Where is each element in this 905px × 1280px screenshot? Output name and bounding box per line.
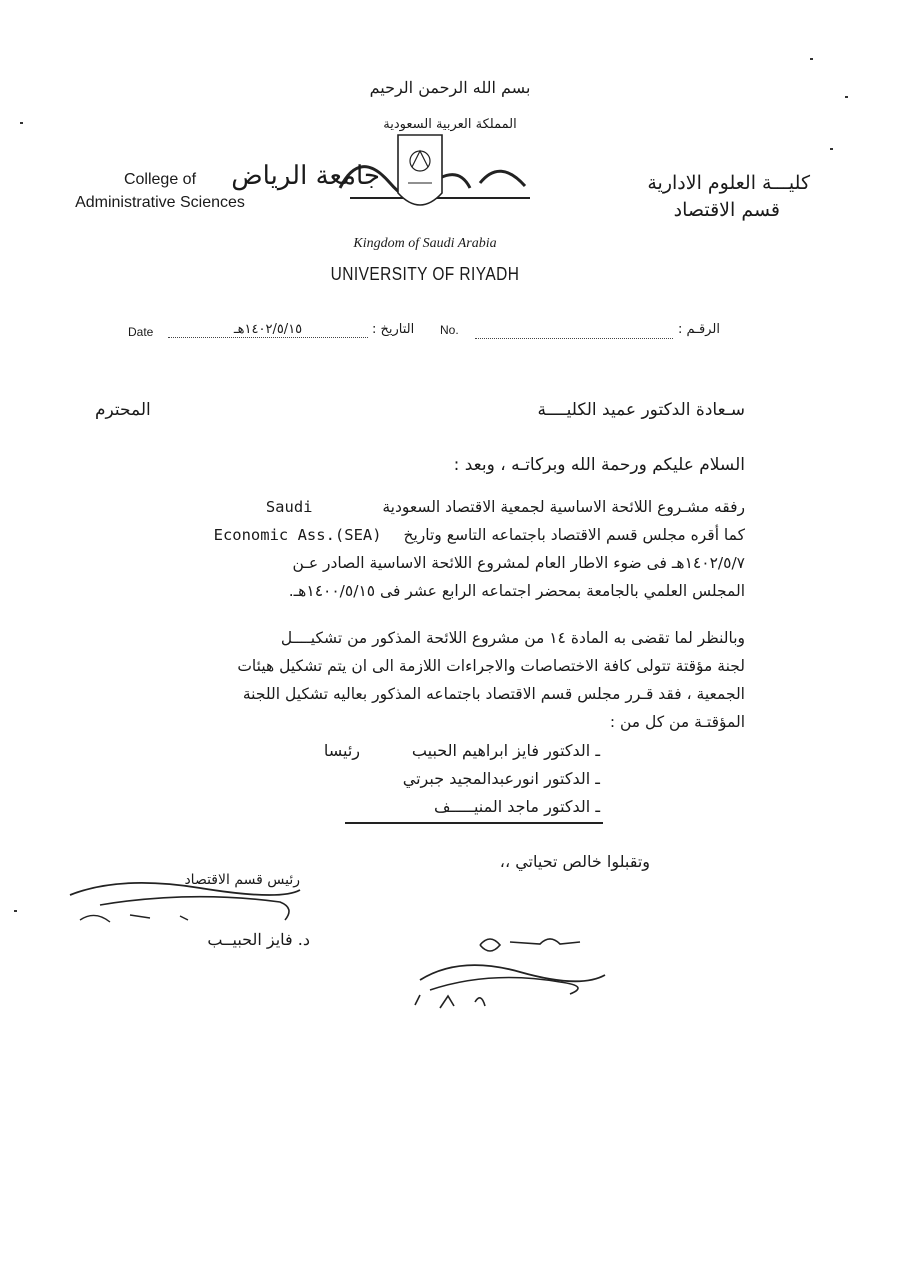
p1-saudi: Saudi (265, 498, 313, 516)
signature-left-title: رئيس قسم الاقتصاد (184, 872, 300, 888)
college-name-arabic (600, 170, 810, 224)
member-role: رئيسا (323, 741, 360, 760)
addressee: سـعادة الدكتور عميد الكليــــة (537, 400, 745, 420)
university-seal-icon (398, 135, 442, 205)
college-ar-line1: كليـــة العلوم الادارية (647, 172, 810, 194)
kingdom-arabic: المملكة العربية السعودية (383, 117, 517, 132)
college-en-line1: College of (123, 171, 197, 188)
p1-line1-text: رفقه مشـروع اللائحة الاساسية لجمعية الاقتصاد السعودية (382, 498, 745, 516)
committee-member (250, 765, 600, 793)
committee-member (250, 793, 600, 821)
paragraph-2-line3: الجمعية ، فقد قـرر مجلس قسم الاقتصاد باجتماعه المذكور بعاليه تشكيل اللجنة (242, 685, 745, 703)
paragraph-1-line3: ١٤٠٢/٥/٧هـ فى ضوء الاطار العام لمشروع اللائحة الاساسية الصادر عـن (292, 554, 745, 572)
kingdom-english: Kingdom of Saudi Arabia (353, 236, 497, 251)
committee-underline (345, 822, 603, 824)
date-value: ١٤٠٢/٥/١٥هـ (168, 322, 368, 338)
member-role (280, 765, 360, 793)
p1-line2-text: كما أقره مجلس قسم الاقتصاد باجتماعه التاسع وتاريخ (403, 526, 745, 544)
date-label-arabic: التاريخ : (372, 322, 415, 337)
greeting: السلام عليكم ورحمة الله وبركاتـه ، وبعد : (453, 455, 745, 475)
university-arabic-wordmark: جامعة الرياض (231, 161, 380, 191)
scan-speck (810, 58, 813, 60)
member-name: ـ الدكتور ماجد المنيـــــف (433, 797, 600, 816)
paragraph-1 (90, 493, 745, 605)
closing: وتقبلوا خالص تحياتي ،، (499, 852, 650, 871)
signature-left-name: د. فايز الحبيــب (207, 930, 310, 949)
number-field-line (475, 338, 673, 339)
basmala: بسم الله الرحمن الرحيم (369, 78, 531, 97)
reference-label-arabic: الرقـم : (678, 322, 720, 337)
committee-member (250, 737, 600, 765)
scan-speck (14, 910, 17, 912)
scan-speck (20, 122, 23, 124)
member-name: ـ الدكتور انورعبدالمجيد جبرتي (402, 769, 600, 788)
paragraph-1-line1 (90, 493, 745, 521)
date-label: Date (128, 325, 154, 339)
scan-speck (845, 96, 848, 98)
scan-speck (830, 148, 833, 150)
paragraph-2-line2: لجنة مؤقتة تتولى كافة الاختصاصات والاجراءات اللازمة الى ان يتم تشكيل هيئات (237, 657, 745, 675)
honorific: المحترم (95, 400, 151, 420)
college-en-line2: Administrative Sciences (75, 194, 245, 211)
committee-list (250, 737, 600, 821)
paragraph-2 (90, 624, 745, 736)
member-role (280, 793, 360, 821)
university-logo (231, 128, 550, 238)
p1-sea: Economic Ass.(SEA) (213, 526, 382, 544)
signature-right (400, 920, 620, 1020)
paragraph-2-line4: المؤقتـة من كل من : (609, 713, 745, 731)
member-name: ـ الدكتور فايز ابراهيم الحبيب (411, 741, 600, 760)
university-english: UNIVERSITY OF RIYADH (330, 264, 520, 284)
paragraph-1-line4: المجلس العلمي بالجامعة بمحضر اجتماعه الرابع عشر فى ١٤٠٠/٥/١٥هـ. (288, 582, 745, 600)
college-ar-line2: قسم الاقتصاد (673, 199, 780, 221)
paragraph-1-line2 (90, 521, 745, 549)
number-label: No. (440, 323, 459, 337)
paragraph-2-line1: وبالنظر لما تقضى به المادة ١٤ من مشروع اللائحة المذكور من تشكيــــل (280, 629, 745, 647)
